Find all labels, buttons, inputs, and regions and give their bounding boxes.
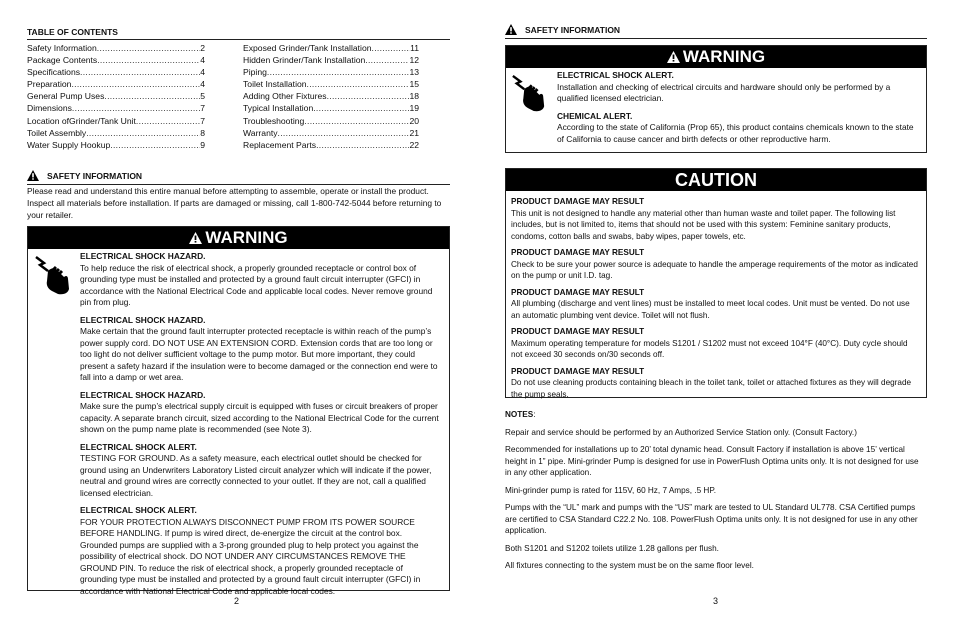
toc-entry	[243, 139, 419, 151]
warning-banner	[28, 227, 449, 249]
electric-shock-hand-icon	[34, 253, 72, 295]
caution-banner	[506, 169, 926, 191]
warning-box	[505, 45, 927, 153]
toc-leader-dots	[313, 102, 409, 114]
note-item: Repair and service should be performed by an Authorized Service Station only. (Consult Factory.)	[505, 427, 857, 437]
safety-heading	[505, 24, 620, 35]
warning-body	[80, 251, 439, 603]
toc-entry-page: 21	[409, 127, 419, 138]
warning-triangle-icon	[667, 51, 680, 63]
toc-entry-label: Toilet Assembly	[27, 127, 87, 138]
warning-body	[557, 70, 922, 151]
toc-entry-page: 4	[200, 67, 205, 78]
warning-triangle-icon	[189, 232, 202, 244]
toc-entry-label: Exposed Grinder/Tank Installation	[243, 43, 372, 53]
page-number: 3	[713, 596, 719, 606]
toc-leader-dots	[86, 127, 200, 139]
toc-entry-label: Location ofGrinder/Tank Unit	[27, 115, 136, 126]
alert-title: ELECTRICAL SHOCK ALERT.	[80, 505, 197, 515]
alert-text: According to the state of California (Prop 65), this product contains chemicals known to the state of California to cause cancer and birth defects or other reproductive harm.	[557, 122, 914, 144]
toc-leader-dots	[71, 78, 200, 90]
toc-leader-dots	[80, 66, 200, 78]
warning-banner-text: WARNING	[205, 228, 288, 247]
left-page	[27, 0, 450, 618]
notes-title: NOTES	[505, 410, 534, 419]
alert-title: CHEMICAL ALERT.	[557, 110, 633, 121]
toc-entry	[27, 127, 205, 139]
toc-entry-page: 9	[200, 139, 205, 150]
toc-entry	[243, 90, 419, 102]
toc-entry	[243, 54, 419, 66]
note-item: Pumps with the “UL” mark and pumps with the “US” mark are tested to UL Standard UL778. CSA Certified pumps are certified to CSA Standard C22.2 No. 108. PowerFlush Optima units only. It is not designed for use in any other application.	[505, 503, 918, 535]
toc-leader-dots	[316, 139, 409, 151]
alert-title: PRODUCT DAMAGE MAY RESULT	[511, 248, 645, 257]
toc-entry-page: 19	[409, 103, 419, 114]
toc-entry	[27, 115, 205, 127]
toc-entry	[27, 42, 205, 54]
alert-text: FOR YOUR PROTECTION ALWAYS DISCONNECT PUMP FROM ITS POWER SOURCE BEFORE HANDLING. If pump is wired direct, de-energize the circuit at the control box. Grounded pumps are supplied with a 3-prong grounded plug to help protect you against the possibility of electrical shock. DO NOT UNDER ANY CIRCUMSTANCES REMOVE THE GROUND PIN. To reduce the risk of electrical shock, a properly grounded receptacle of grounding type must be installed and protected by a ground fault circuit interrupter (GFCI) in accordance with National Electrical Code and applicable local codes.	[80, 516, 421, 596]
safety-rule	[27, 184, 450, 185]
toc-entry-page: 13	[409, 67, 419, 78]
right-page	[505, 0, 927, 618]
alert-title: ELECTRICAL SHOCK HAZARD.	[80, 389, 206, 400]
alert-title: ELECTRICAL SHOCK HAZARD.	[80, 314, 206, 325]
toc-entry-label: Piping	[243, 67, 267, 78]
toc-leader-dots	[72, 102, 200, 114]
toc-entry-page: 7	[200, 115, 205, 126]
toc-rule	[27, 39, 450, 40]
toc-entry	[243, 66, 419, 78]
alert-text: Check to be sure your power source is adequate to handle the amperage requirements of the motor as indicated on the pump or unit I.D. tag.	[511, 259, 918, 280]
alert-text: Do not use cleaning products containing bleach in the toilet tank, toilet or attached fixtures as they will degrade the pump seals.	[511, 378, 912, 399]
toc-entry-page: 22	[409, 139, 419, 150]
note-item: Both S1201 and S1202 toilets utilize 1.28 gallons per flush.	[505, 543, 719, 553]
warning-box	[27, 226, 450, 596]
alert-title: ELECTRICAL SHOCK ALERT.	[557, 70, 674, 80]
toc-entry-label: Warranty	[243, 127, 278, 138]
alert-title: PRODUCT DAMAGE MAY RESULT	[511, 366, 645, 376]
toc-entry-page: 4	[200, 79, 205, 90]
warning-triangle-icon	[505, 24, 517, 35]
alert-text: Make certain that the ground fault interrupter protected receptacle is within reach of the pump’s power supply cord. DO NOT USE AN EXTENSION CORD. Extension cords that are too long or too light do not deliver sufficient voltage to the pump motor. But more important, they could present a safety hazard if the insulation were to become damaged or the connection end were to fall into a damp or wet area.	[80, 326, 438, 382]
toc-entry-page: 8	[200, 127, 205, 138]
toc-entry-page: 5	[200, 91, 205, 102]
toc-entry-label: Adding Other Fixtures	[243, 91, 327, 102]
toc-column-1	[27, 42, 205, 151]
toc-entry-label: Hidden Grinder/Tank Installation	[243, 55, 366, 66]
toc-entry-label: Package Contents	[27, 55, 98, 66]
toc-column-2	[243, 42, 419, 151]
alert-text: All plumbing (discharge and vent lines) must be installed to meet local codes. Unit must be vented. Do not use an automatic plumbing vent device. Toilet will not flush.	[511, 299, 910, 320]
toc-entry	[27, 54, 205, 66]
alert-text: Maximum operating temperature for models S1201 / S1202 must not exceed 104°F (40°C). Duty cycle should not exceed 30 seconds on/30 seconds off.	[511, 338, 908, 359]
toc-entry-page: 15	[409, 79, 419, 90]
toc-entry	[27, 90, 205, 102]
warning-triangle-icon	[27, 170, 39, 181]
toc-leader-dots	[365, 54, 409, 66]
toc-entry-page: 2	[200, 43, 205, 53]
toc-entry-label: Specifications	[27, 67, 81, 78]
toc-entry-label: Safety Information	[27, 43, 97, 53]
toc-entry-label: Replacement Parts	[243, 139, 317, 150]
toc-leader-dots	[136, 115, 200, 127]
caution-box	[505, 168, 927, 398]
toc-entry-label: General Pump Uses	[27, 91, 105, 102]
safety-heading	[27, 170, 142, 181]
notes-section: NOTES: Repair and service should be performed by an Authorized Service Station only. (Consult Factory.) Recommended for installations up to 20’ total dynamic head. Consult Factory if installation is above 15’ vertical height in 1” pipe. Mini-grinder Pump is designed for use in PowerFlush Optima units only. It is not designed for use in any other application. Mini-grinder pump is rated for 115V, 60 Hz, 7 Amps, .5 HP. Pumps with the “UL” mark and pumps with the “US” mark are tested to UL Standard UL778. CSA Certified pumps are certified to CSA Standard C22.2 No. 108. PowerFlush Optima units only. It is not designed for use in any other application. Both S1201 and S1202 toilets utilize 1.28 gallons per flush. All fixtures connecting to the system must be on the same floor level.	[505, 409, 927, 578]
toc-entry	[243, 115, 419, 127]
alert-text: This unit is not designed to handle any material other than human waste and toilet paper. The following list includes, but is not limited to, items that should not be used with this system: Feminine sanitary products, condoms, cotton balls and swabs, baby wipes, paper towels, etc.	[511, 208, 896, 241]
electric-shock-hand-icon	[511, 72, 547, 112]
alert-title: ELECTRICAL SHOCK ALERT.	[80, 441, 197, 452]
toc-entry-label: Preparation	[27, 79, 72, 90]
safety-rule	[505, 38, 927, 39]
toc-entry-label: Troubleshooting	[243, 115, 305, 126]
toc-entry-page: 7	[200, 103, 205, 114]
toc-leader-dots	[327, 90, 410, 102]
toc-entry-page: 20	[409, 115, 419, 126]
caution-body	[506, 191, 926, 408]
toc-entry	[27, 102, 205, 114]
note-item: Mini-grinder pump is rated for 115V, 60 Hz, 7 Amps, .5 HP.	[505, 485, 717, 495]
toc-entry	[243, 127, 419, 139]
alert-title: PRODUCT DAMAGE MAY RESULT	[511, 327, 645, 336]
safety-heading-text: SAFETY INFORMATION	[47, 170, 143, 181]
toc-entry-label: Dimensions	[27, 103, 72, 114]
toc-leader-dots	[304, 115, 409, 127]
toc-entry	[27, 78, 205, 90]
toc-entry	[243, 102, 419, 114]
alert-text: To help reduce the risk of electrical shock, a properly grounded receptacle or control box of grounding type must be installed and protected by a ground fault circuit interrupter (GFCI) in accordance with the National Electrical Code and applicable local codes. Never remove ground pin from plug.	[80, 262, 433, 307]
toc-leader-dots	[267, 66, 410, 78]
toc-leader-dots	[307, 78, 410, 90]
alert-text: Make sure the pump’s electrical supply circuit is equipped with fuses or circuit breakers of proper capacity. A separate branch circuit, sized according to the National Electrical Code for the current shown on the pump name plate is recommended (see Note 3).	[80, 401, 439, 434]
toc-entry	[27, 66, 205, 78]
toc-entry	[243, 78, 419, 90]
toc-entry	[243, 42, 419, 54]
alert-text: Installation and checking of electrical circuits and hardware should only be performed by a qualified licensed electrician.	[557, 81, 891, 103]
toc-leader-dots	[104, 90, 200, 102]
toc-entry-page: 12	[409, 55, 419, 66]
caution-banner-text: CAUTION	[675, 169, 757, 190]
note-item: All fixtures connecting to the system must be on the same floor level.	[505, 561, 754, 570]
toc-leader-dots	[372, 42, 411, 54]
toc-entry-label: Typical Installation	[243, 103, 314, 114]
toc-entry-page: 4	[200, 55, 205, 66]
alert-title: PRODUCT DAMAGE MAY RESULT	[511, 197, 645, 206]
note-item: Recommended for installations up to 20’ total dynamic head. Consult Factory if installation is above 15’ vertical height in 1” pipe. Mini-grinder Pump is designed for use in PowerFlush Optima units only. It is not designed for use in any other application.	[505, 445, 919, 477]
warning-banner-text: WARNING	[682, 47, 766, 66]
toc-entry-page: 18	[409, 91, 419, 102]
alert-title: PRODUCT DAMAGE MAY RESULT	[511, 287, 645, 297]
warning-banner	[506, 46, 926, 68]
toc-leader-dots	[278, 127, 410, 139]
notes-list	[505, 427, 927, 572]
safety-heading-text: SAFETY INFORMATION	[525, 24, 621, 35]
toc-leader-dots	[97, 54, 200, 66]
toc-leader-dots	[110, 139, 200, 151]
toc-title: TABLE OF CONTENTS	[27, 27, 118, 37]
safety-intro: Please read and understand this entire manual before attempting to assemble, operate or install the product. Inspect all materials before installation. If parts are damaged or missing, call 1-800-742-5044 before returning to your retailer.	[27, 186, 442, 220]
toc-entry	[27, 139, 205, 151]
alert-text: TESTING FOR GROUND. As a safety measure, each electrical outlet should be checked for ground using an Underwriters Laboratory Listed circuit analyzer which will indicate if the power, neutral and ground wires are correctly connected to your outlet. If they are not, call a qualified licensed electrician.	[80, 453, 432, 498]
toc-entry-label: Water Supply Hookup	[27, 139, 111, 150]
toc-entry-page: 11	[410, 43, 419, 53]
toc-leader-dots	[97, 42, 200, 54]
toc-entry-label: Toilet Installation	[243, 79, 307, 90]
alert-title: ELECTRICAL SHOCK HAZARD.	[80, 251, 206, 261]
page-number: 2	[234, 596, 240, 606]
